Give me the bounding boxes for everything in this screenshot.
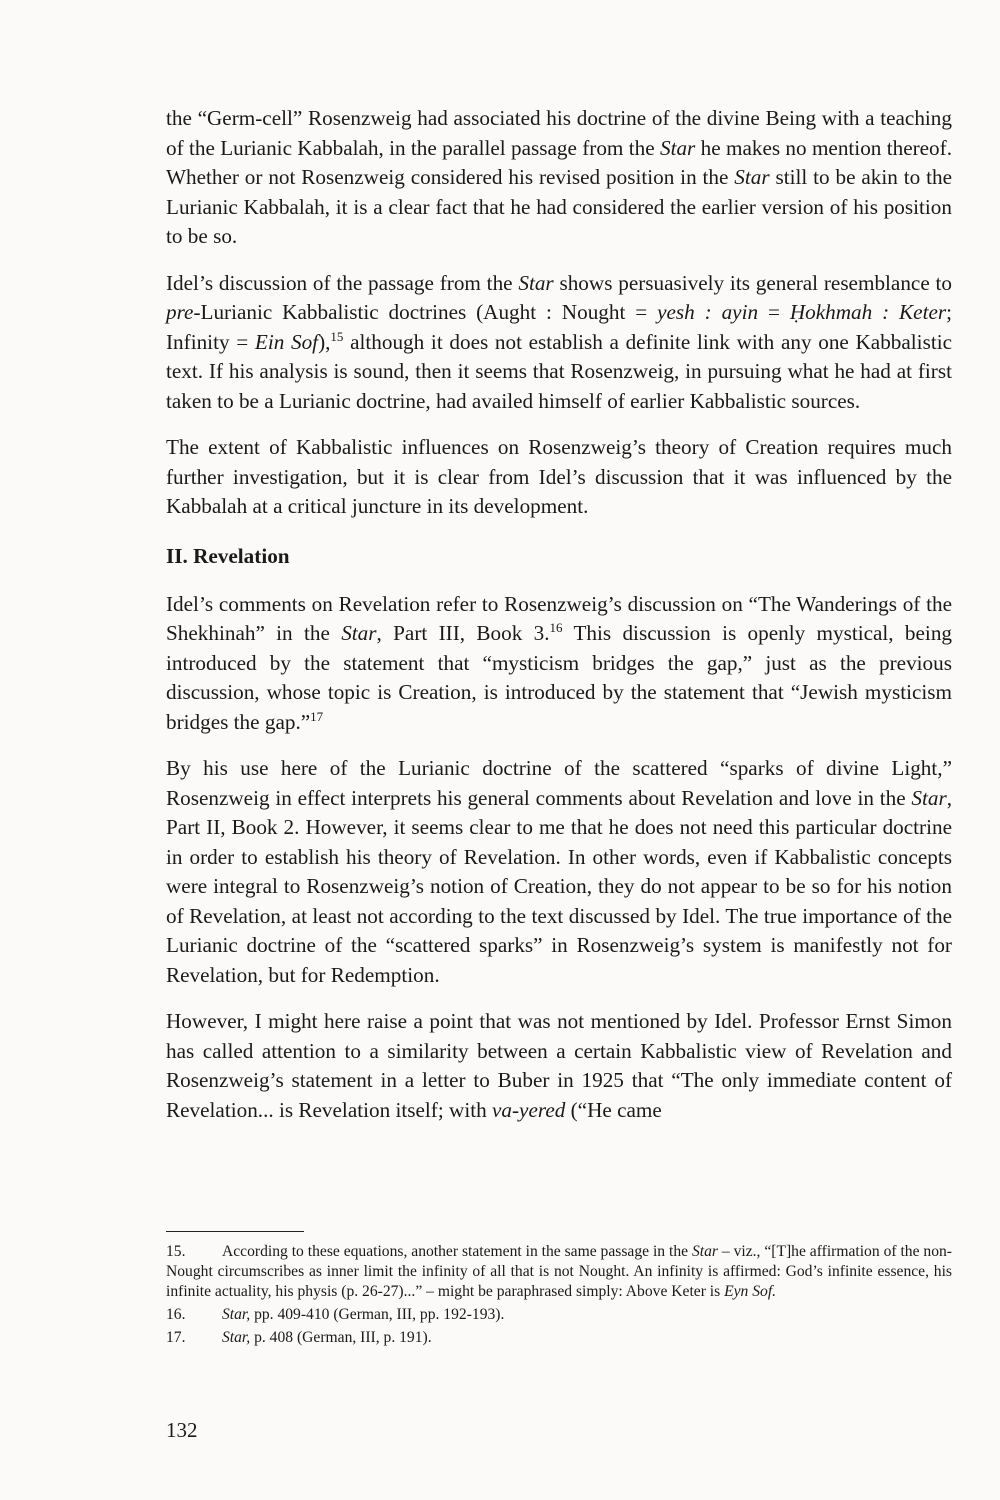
italic-text: Ein Sof (254, 329, 319, 354)
text-run: shows persuasively its general resemblance to (553, 270, 952, 295)
footnote-number: 16. (166, 1306, 186, 1323)
footnotes (166, 1242, 952, 1351)
footnote-number: 15. (166, 1243, 186, 1260)
italic-text: Star, (222, 1329, 251, 1346)
italic-text: yesh : ayin (657, 300, 759, 324)
page-number: 132 (166, 1418, 198, 1442)
footnote-number: 17. (166, 1329, 186, 1346)
footnote-ref: 15 (330, 328, 344, 344)
text-run: By his use here of the Lurianic doctrine of the scattered “sparks of divine Light,” Rosenzweig in effect interprets his general comments about Revelation and love in the (166, 756, 952, 810)
footnote (166, 1305, 952, 1325)
italic-text: Star (659, 135, 696, 160)
italic-text: Star (691, 1243, 718, 1260)
italic-text: Star (911, 785, 947, 810)
italic-text: Star (734, 165, 770, 189)
text-run: ; Infinity = (166, 300, 952, 354)
text-run: Idel’s comments on Revelation refer to Rosenzweig’s discussion on “The Wanderings of the Shekhinah” in the (166, 591, 952, 645)
text-run: p. 408 (German, III, p. 191). (250, 1329, 432, 1346)
text-run: the “Germ-cell” Rosenzweig had associated his doctrine of the divine Being with a teaching of the Lurianic Kabbalah, in the parallel passage from the (166, 106, 952, 160)
text-run: = (758, 300, 790, 324)
text-run: he makes no mention thereof. Whether or not Rosenzweig considered his revised position in the (166, 135, 953, 189)
footnote-rule (166, 1231, 304, 1232)
text-run: (“He came (565, 1097, 662, 1122)
text-run: According to these equations, another statement in the same passage in the (222, 1243, 692, 1260)
text-run: ), (318, 329, 331, 354)
italic-text: va-yered (492, 1097, 566, 1122)
section-heading: II. Revelation (166, 543, 290, 568)
italic-text: Star (518, 270, 554, 295)
text-run: although it does not establish a definite link with any one Kabbalistic text. If his analysis is sound, then it seems that Rosenzweig, in pursuing what he had at first taken to be a Lurianic doctrine, had availed himself of earlier Kabbalistic sources. (166, 329, 952, 413)
footnote-ref: 17 (310, 708, 324, 724)
footnote (166, 1242, 952, 1302)
italic-text: Star, (222, 1306, 251, 1323)
paragraph (166, 754, 952, 990)
text-run: pp. 409-410 (German, III, pp. 192-193). (250, 1306, 505, 1323)
text-run: However, I might here raise a point that was not mentioned by Idel. Professor Ernst Simon has called attention to a similarity between a certain Kabbalistic view of Revelation and Rosenzweig’s statement in a letter to Buber in 1925 that “The only immediate content of Revelation... is Revelation itself; with (166, 1009, 952, 1122)
text-run: Idel’s discussion of the passage from the (166, 270, 519, 295)
italic-text: Ḥokhmah : Keter (789, 300, 947, 324)
paragraph (166, 433, 952, 522)
text-run: , Part III, Book 3. (376, 621, 550, 645)
italic-text: pre- (166, 300, 201, 324)
footnote (166, 1328, 952, 1348)
paragraph (166, 269, 952, 417)
paragraph (166, 1007, 952, 1125)
text-run: This discussion is openly mystical, being introduced by the statement that “mysticism bridges the gap,” just as the previous discussion, whose topic is Creation, is introduced by the statement that “Jewish mysticism bridges the gap.” (166, 621, 953, 734)
footnote-ref: 16 (549, 619, 563, 635)
italic-text: Star (341, 621, 377, 645)
paragraph (166, 104, 952, 252)
page-body (166, 104, 952, 1142)
text-run: still to be akin to the Lurianic Kabbalah, it is a clear fact that he had considered the earlier version of his position to be so. (166, 165, 952, 248)
text-run: Lurianic Kabbalistic doctrines (Aught : Nought = (200, 300, 658, 324)
paragraph (166, 590, 952, 738)
text-run: The extent of Kabbalistic influences on Rosenzweig’s theory of Creation requires much further investigation, but it is clear from Idel’s discussion that it was influenced by the Kabbalah at a critical juncture in its development. (166, 435, 952, 518)
text-run: , Part II, Book 2. However, it seems clear to me that he does not need this particular doctrine in order to establish his theory of Revelation. In other words, even if Kabbalistic concepts were integral to Rosenzweig’s notion of Creation, they do not appear to be so for his notion of Revelation, at least not according to the text discussed by Idel. The true importance of the Lurianic doctrine of the “scattered sparks” in Rosenzweig’s system is manifestly not for Revelation, but for Redemption. (166, 785, 952, 987)
italic-text: Eyn Sof. (724, 1283, 777, 1300)
text-run: – viz., “[T]he affirmation of the non-Nought circumscribes as inner limit the infinity of all that is not Nought. An infinity is affirmed: God’s infinite essence, his infinite actuality, his physis (p. 26-27)...” – might be paraphrased simply: Above Keter is (166, 1243, 953, 1300)
